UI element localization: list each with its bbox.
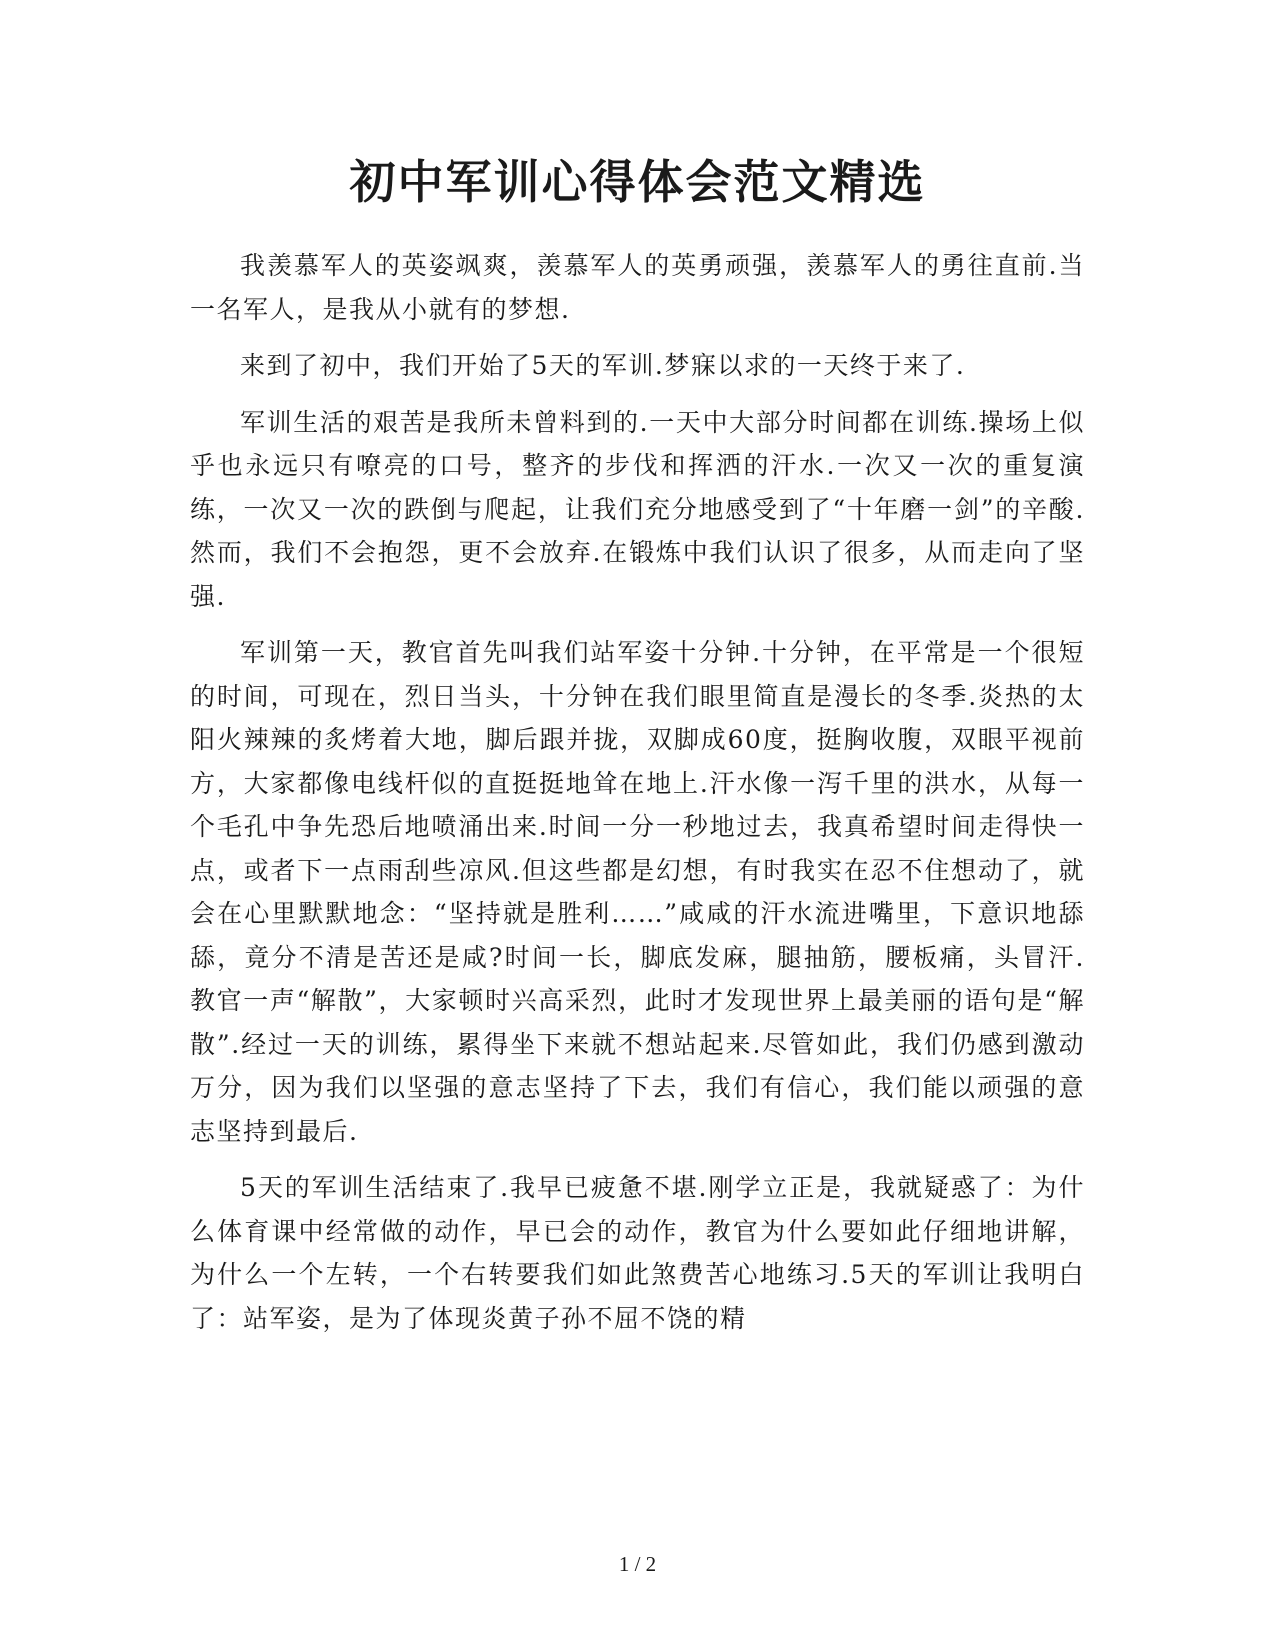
paragraph-1: 我羡慕军人的英姿飒爽，羡慕军人的英勇顽强，羡慕军人的勇往直前.当一名军人，是我从小就有的梦想. xyxy=(190,251,1085,324)
paragraph-2: 来到了初中，我们开始了5天的军训.梦寐以求的一天终于来了. xyxy=(240,351,966,380)
page-number: 1 / 2 xyxy=(618,1552,657,1576)
paragraph-4: 军训第一天，教官首先叫我们站军姿十分钟.十分钟，在平常是一个很短的时间，可现在，烈日当头，十分钟在我们眼里简直是漫长的冬季.炎热的太阳火辣辣的炙烤着大地，脚后跟并拢，双脚成60度，挺胸收腹，双眼平视前方，大家都像电线杆似的直挺挺地耸在地上.汗水像一泻千里的洪水，从每一个毛孔中争先恐后地喷涌出来.时间一分一秒地过去，我真希望时间走得快一点，或者下一点雨刮些凉风.但这些都是幻想，有时我实在忍不住想动了，就会在心里默默地念：“坚持就是胜利……”咸咸的汗水流进嘴里，下意识地舔舔，竟分不清是苦还是咸?时间一长，脚底发麻，腿抽筋，腰板痛，头冒汗.教官一声“解散”，大家顿时兴高采烈，此时才发现世界上最美丽的语句是“解散”.经过一天的训练，累得坐下来就不想站起来.尽管如此，我们仍感到激动万分，因为我们以坚强的意志坚持了下去，我们有信心，我们能以顽强的意志坚持到最后. xyxy=(190,638,1085,1146)
paragraph-5: 5天的军训生活结束了.我早已疲惫不堪.刚学立正是，我就疑惑了：为什么体育课中经常做的动作，早已会的动作，教官为什么要如此仔细地讲解，为什么一个左转，一个右转要我们如此煞费苦心地练习.5天的军训让我明白了：站军姿，是为了体现炎黄子孙不屈不饶的精 xyxy=(190,1173,1085,1333)
document-body xyxy=(190,244,1085,1353)
paragraph-3: 军训生活的艰苦是我所未曾料到的.一天中大部分时间都在训练.操场上似乎也永远只有嘹亮的口号，整齐的步伐和挥洒的汗水.一次又一次的重复演练，一次又一次的跌倒与爬起，让我们充分地感受到了“十年磨一剑”的辛酸.然而，我们不会抱怨，更不会放弃.在锻炼中我们认识了很多，从而走向了坚强. xyxy=(190,407,1085,611)
document-title: 初中军训心得体会范文精选 xyxy=(349,155,926,209)
